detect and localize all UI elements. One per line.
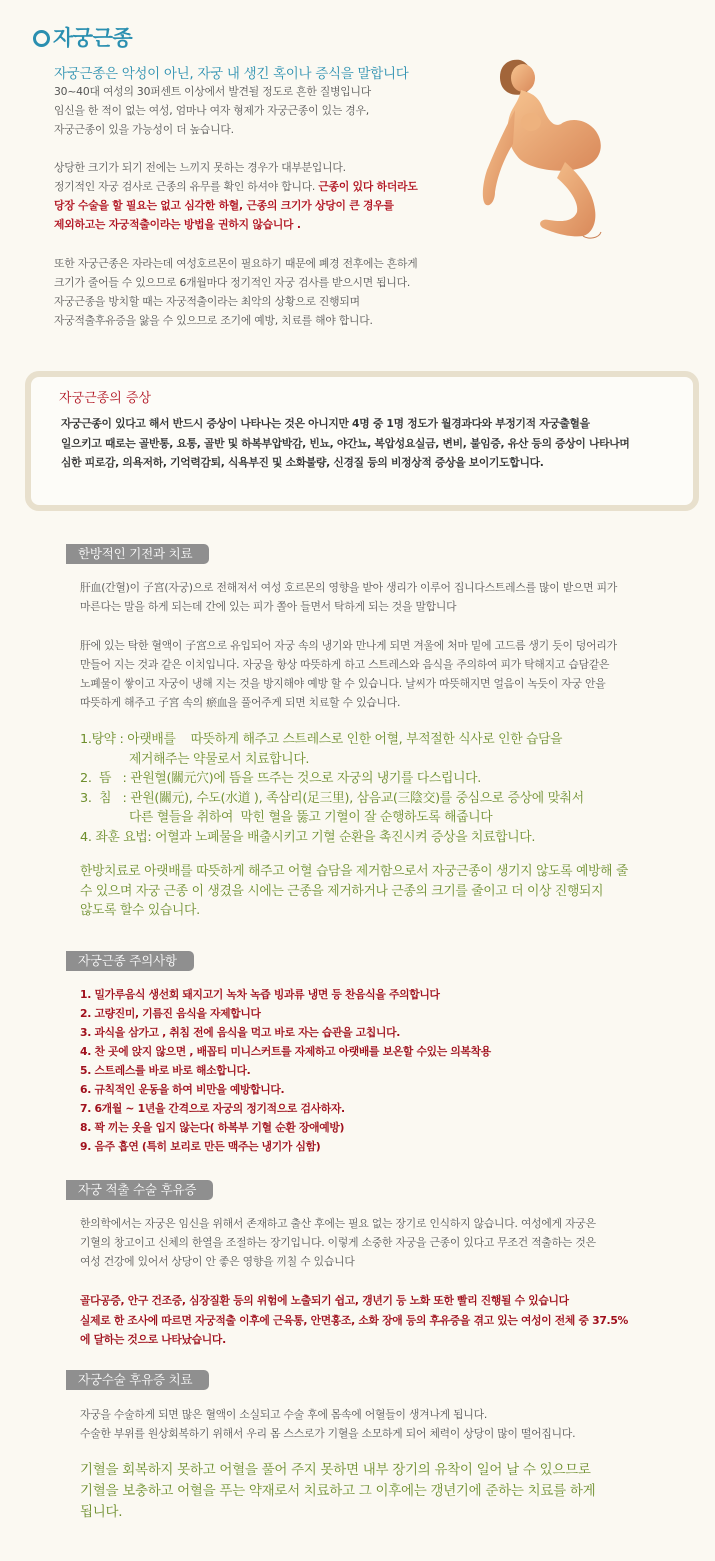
treatment-item: 다른 혈들을 취하여 막힌 혈을 뚫고 기혈이 잘 순행하도록 해줍니다 [80, 810, 493, 825]
body-line: 肝血(간혈)이 子宮(자궁)으로 전해져서 여성 호르몬의 영향을 받아 생리가 이루어 집니다스트레스를 많이 받으면 피가 [80, 581, 618, 594]
summary-line: 수 있으며 자궁 근종 이 생겼을 시에는 근종을 제거하거나 근종의 크기를 줄이고 더 이상 진행되지 [80, 883, 604, 899]
treatment-item: 4. 좌훈 요법: 어혈과 노폐물을 배출시키고 기혈 순환을 촉진시켜 증상을 치료합니다. [80, 829, 536, 845]
warning-text: 근종이 있다 하더라도 [318, 180, 418, 193]
section-header-precautions: 자궁근종 주의사항 [66, 951, 189, 971]
symptoms-line: 심한 피로감, 의욕저하, 기억력감퇴, 식욕부진 및 소화불량, 신경질 등의 비정상적 증상을 보이기도합니다. [61, 456, 544, 469]
body-line: 자궁을 수술하게 되면 많은 혈액이 소실되고 수술 후에 몸속에 어혈들이 생겨나게 됩니다. [80, 1408, 488, 1421]
section-header-hysterectomy-aftereffects: 자궁 적출 수술 후유증 [66, 1180, 208, 1200]
treatment-item: 2. 뜸 : 관원혈(關元穴)에 뜸을 뜨주는 것으로 자궁의 냉기를 다스립니다. [80, 771, 481, 786]
intro-line: 자궁근종을 방치할 때는 자궁적출이라는 최악의 상황으로 진행되며 [54, 295, 360, 308]
intro-paragraph-2 [54, 158, 418, 234]
body-line: 마른다는 말을 하게 되는데 간에 있는 피가 쫄아 들면서 탁하게 되는 것을 말합니다 [80, 600, 457, 613]
precaution-item: 3. 과식을 삼가고 , 취침 전에 음식을 먹고 바로 자는 습관을 고칩니다. [80, 1026, 401, 1039]
intro-line [54, 177, 418, 196]
body-line: 한의학에서는 자궁은 임신을 위해서 존재하고 출산 후에는 필요 없는 장기로 인식하지 않습니다. 여성에게 자궁은 [80, 1217, 596, 1230]
precaution-item: 4. 찬 곳에 앉지 않으면 , 배꼽티 미니스커트를 자제하고 아랫배를 보온할 수있는 의복착용 [80, 1045, 491, 1058]
symptoms-line: 일으키고 때로는 골반통, 요통, 골반 및 하복부압박감, 빈뇨, 야간뇨, 복압성요실금, 변비, 불임증, 유산 등의 증상이 나타나며 [61, 436, 630, 450]
warning-line: 에 달하는 것으로 나타났습니다. [80, 1333, 226, 1346]
precaution-item: 9. 음주 흡연 (특히 보리로 만든 맥주는 냉기가 심함) [80, 1140, 321, 1153]
section3-warning-paragraph [80, 1291, 628, 1350]
body-line: 따뜻하게 해주고 子宮 속의 瘀血을 풀어주게 되면 치료할 수 있습니다. [80, 696, 401, 709]
summary-line: 됩니다. [80, 1504, 123, 1520]
precaution-item: 5. 스트레스를 바로 바로 해소합니다. [80, 1064, 251, 1077]
intro-line: 자궁적출후유증을 앓을 수 있으므로 조기에 예방, 치료를 해야 합니다. [54, 314, 373, 327]
warning-text: 제외하고는 자궁적출이라는 방법을 권하지 않습니다 . [54, 218, 301, 231]
body-line: 여성 건강에 있어서 상당이 안 좋은 영향을 끼칠 수 있습니다 [80, 1255, 355, 1268]
lead-sentence: 자궁근종은 악성이 아닌, 자궁 내 생긴 혹이나 증식을 말합니다 [54, 66, 409, 82]
body-line: 수술한 부위를 원상회복하기 위해서 우리 몸 스스로가 기혈을 소모하게 되어 체력이 상당이 많이 떨어집니다. [80, 1427, 576, 1440]
precaution-item: 6. 규칙적인 운동을 하여 비만을 예방합니다. [80, 1083, 285, 1096]
precaution-item: 7. 6개월 ~ 1년을 간격으로 자궁의 정기적으로 검사하자. [80, 1102, 345, 1115]
warning-line: 실제로 한 조사에 따르면 자궁적출 이후에 근육통, 안면홍조, 소화 장애 등의 후유증을 겪고 있는 여성이 전체 중 37.5% [80, 1313, 629, 1327]
section3-paragraph-1 [80, 1214, 596, 1271]
symptoms-text [61, 414, 630, 473]
precaution-item: 8. 꽉 끼는 옷을 입지 않는다( 하복부 기혈 순환 장애예방) [80, 1121, 345, 1134]
treatment-item: 1.탕약 : 아랫배를 따뜻하게 해주고 스트레스로 인한 어혈, 부적절한 식사로 인한 습담을 [80, 732, 563, 747]
section-header-herbal-treatment: 한방적인 기전과 치료 [66, 544, 204, 564]
body-line: 만들어 지는 것과 같은 이치입니다. 자궁을 항상 따뜻하게 하고 스트레스와 음식을 주의하여 피가 탁해지고 습담같은 [80, 658, 610, 671]
section1-paragraph-1 [80, 578, 617, 616]
symptoms-line: 자궁근종이 있다고 해서 반드시 증상이 나타나는 것은 아니지만 4명 중 1명 정도가 월경과다와 부정기적 자궁출혈을 [61, 417, 590, 430]
precaution-item: 2. 고량진미, 기름진 음식을 자제합니다 [80, 1007, 261, 1020]
section4-paragraph-1 [80, 1405, 575, 1443]
woman-figure-illustration [465, 52, 625, 247]
treatment-item: 3. 침 : 관원(關元), 수도(水道 ), 족삼리(足三里), 삼음교(三陰交)를 중심으로 증상에 맞춰서 [80, 790, 584, 806]
aftereffects-summary [80, 1460, 595, 1523]
precautions-list [80, 985, 491, 1156]
precaution-item: 1. 밀가루음식 생선회 돼지고기 녹차 녹즙 빙과류 냉면 등 찬음식을 주의합니다 [80, 988, 440, 1001]
section-header-aftereffects-treatment: 자궁수술 후유증 치료 [66, 1370, 204, 1390]
intro-line: 임신을 한 적이 없는 여성, 엄마나 여자 형제가 자궁근종이 있는 경우, [54, 104, 369, 117]
symptoms-title: 자궁근종의 증상 [59, 391, 152, 406]
summary-line: 기혈을 회복하지 못하고 어혈을 풀어 주지 못하면 내부 장기의 유착이 일어 날 수 있으므로 [80, 1462, 591, 1478]
intro-text: 정기적인 자궁 검사로 근종의 유무를 확인 하셔야 합니다. [54, 180, 319, 193]
treatment-list [80, 730, 584, 847]
warning-line: 골다공증, 안구 건조증, 심장질환 등의 위험에 노출되기 쉽고, 갱년기 등 노화 또한 빨리 진행될 수 있습니다 [80, 1294, 569, 1307]
page-title: 자궁근종 [53, 26, 133, 50]
summary-line: 기혈을 보충하고 어혈을 푸는 약재로서 치료하고 그 이후에는 갱년기에 준하는 치료를 하게 [80, 1483, 596, 1499]
title-bullet-icon [33, 30, 50, 47]
body-line: 肝에 있는 탁한 혈액이 子宮으로 유입되어 자궁 속의 냉기와 만나게 되면 겨울에 처마 밑에 고드름 생기 듯이 덩어리가 [80, 639, 617, 652]
intro-paragraph-1 [54, 82, 371, 139]
body-line: 기혈의 창고이고 신체의 한열을 조절하는 장기입니다. 이렇게 소중한 자궁을 근종이 있다고 무조건 적출하는 것은 [80, 1236, 596, 1249]
summary-line: 한방치료로 아랫배를 따뜻하게 해주고 어혈 습담을 제거함으로서 자궁근종이 생기지 않도록 예방해 줄 [80, 864, 629, 879]
herbal-summary [80, 862, 628, 921]
intro-paragraph-3 [54, 254, 417, 330]
treatment-item: 제거해주는 약물로서 치료합니다. [80, 751, 310, 767]
section1-paragraph-2 [80, 636, 617, 712]
intro-line: 상당한 크기가 되기 전에는 느끼지 못하는 경우가 대부분입니다. [54, 161, 346, 174]
warning-text: 당장 수술을 할 필요는 없고 심각한 하혈, 근종의 크기가 상당이 큰 경우를 [54, 199, 394, 212]
intro-line: 크기가 줄어들 수 있으므로 6개월마다 정기적인 자궁 검사를 받으시면 됩니다. [54, 276, 411, 289]
intro-line: 또한 자궁근종은 자라는데 여성호르몬이 필요하기 때문에 폐경 전후에는 흔하게 [54, 257, 418, 270]
intro-line: 자궁근종이 있을 가능성이 더 높습니다. [54, 123, 234, 136]
intro-line: 30~40대 여성의 30퍼센트 이상에서 발견될 정도로 흔한 질병입니다 [54, 85, 371, 98]
summary-line: 않도록 할수 있습니다. [80, 903, 200, 918]
body-line: 노폐물이 쌓이고 자궁이 냉해 지는 것을 방지해야 예방 할 수 있습니다. 날씨가 따뜻해지면 얼음이 녹듯이 자궁 안을 [80, 677, 606, 690]
